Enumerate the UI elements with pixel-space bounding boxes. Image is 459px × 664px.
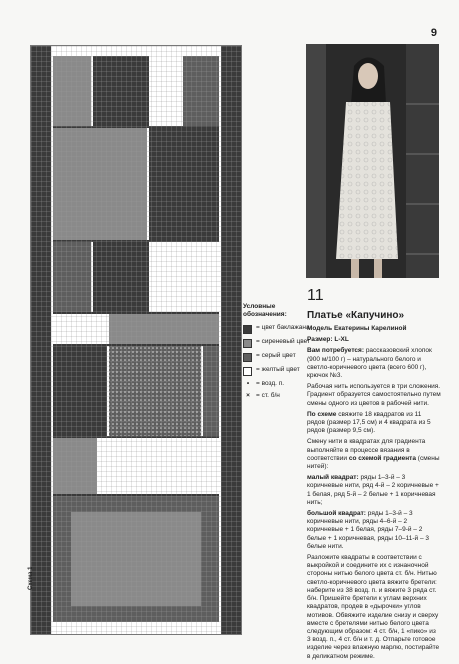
legend-item	[243, 352, 311, 362]
model-credit: Модель Екатерины Карелиной	[307, 325, 407, 332]
crochet-chart	[30, 45, 242, 635]
legend-swatch	[243, 339, 252, 348]
legend-label: = цвет баклажана	[256, 324, 310, 331]
working-thread: Рабочая нить используется в три сложения. Градиент образуется самостоятельно путем смены одного из цветов в рабочей нити.	[307, 383, 441, 407]
size-line	[307, 336, 441, 344]
large-label: большой квадрат:	[307, 510, 366, 518]
small-label: малый квадрат:	[307, 474, 359, 482]
article-title: Платье «Капучино»	[307, 310, 405, 321]
legend-item	[243, 366, 311, 376]
small-text: ряды 1–3-й – 3 коричневые нити, ряд 4-й – 2 коричневые + 1 белая, ряд 5-й – 2 белые + 1 коричневая нить;	[307, 474, 439, 506]
page-number: 9	[430, 27, 437, 39]
article-number: 11	[307, 287, 324, 304]
legend-item	[243, 324, 311, 334]
large-text: ряды 1–3-й – 3 коричневые нити, ряды 4–6-й – 2 коричневые + 1 белая, ряды 7–9-й – 2 белые + 1 коричневая, ряды 10–11-й – 3 белые нити.	[307, 510, 430, 550]
gradient-line	[307, 438, 441, 471]
legend-label: = сиреневый цвет	[256, 338, 310, 345]
legend-label: = возд. п.	[256, 380, 285, 387]
assembly: Разложите квадраты в соответствии с выкройкой и соедините их с изнаночной стороны нитью белого цвета ст. б/н. Нитью светло-коричневого цвета вяжите бретели: наберите из 38 возд. п. и вяжите 3 ряда ст. б/н. Пришейте бретели к углам верхних квадратов, продев в «дырочки» углов мотивов. Обвяжите изделие снизу и сверху вместе с бретелями нитью белого цвета следующим образом: 4 ст. б/н, 1 «пико» из 3 возд. п., 4 ст. б/н и т. д. Отпарьте готовое изделие через влажную марлю, постирайте в деликатном режиме.	[307, 554, 440, 660]
legend-label: = серый цвет	[256, 352, 296, 359]
legend-symbol: ×	[246, 392, 250, 399]
large-square	[307, 510, 441, 551]
gradient-tail: (смены нитей):	[307, 454, 440, 471]
scheme-label: По схеме	[307, 410, 337, 418]
legend-swatch	[243, 353, 252, 362]
gradient-bold: со схемой градиента	[348, 454, 416, 462]
legend-label: = желтый цвет	[256, 366, 300, 373]
legend-swatch	[243, 325, 252, 334]
scheme-text: свяжите 18 квадратов из 11 рядов (размер 17,5 см) и 4 квадрата из 5 рядов (размер 9,5 см).	[307, 410, 431, 435]
size-value: L-XL	[334, 336, 349, 344]
legend-swatch	[243, 367, 252, 376]
scheme-line	[307, 411, 441, 436]
chart-caption: Схема 1	[28, 566, 34, 590]
size-label: Размер:	[307, 336, 333, 344]
small-square	[307, 474, 441, 507]
legend-title: Условные обозначения:	[243, 303, 287, 318]
legend-item	[243, 392, 311, 400]
needs-text: рассказовский хлопок (900 м/100 г) – натурального белого и светло-коричневого цвета (всего 600 г), крючок №3.	[307, 347, 432, 380]
legend-label: = ст. б/н	[256, 392, 280, 399]
legend-item	[243, 338, 311, 348]
legend	[243, 303, 311, 404]
article-text	[307, 310, 441, 664]
legend-item	[243, 380, 311, 388]
needs-label: Вам потребуется:	[307, 347, 364, 355]
materials	[307, 347, 441, 380]
model-photo	[306, 44, 439, 278]
gradient-text: Смену нити в квадратах для градиента выполняйте в процессе вязания в соответствии	[307, 438, 426, 462]
legend-symbol: •	[246, 380, 250, 387]
